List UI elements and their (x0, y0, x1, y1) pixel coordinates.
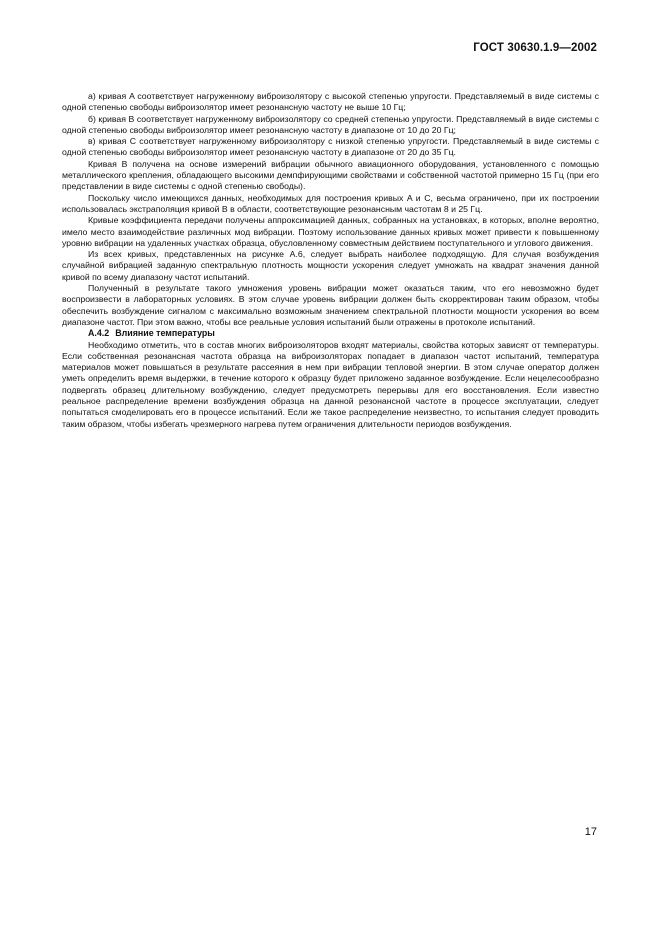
section-number: А.4.2 (88, 328, 110, 339)
paragraph-item-a: а) кривая A соответствует нагруженному виброизолятору с высокой степенью упругости. Представляемый в виде системы с одной степенью свободы виброизолятор имеет резонансную частоту не выше 10 Гц; (62, 91, 599, 113)
paragraph-item-c: в) кривая C соответствует нагруженному виброизолятору с низкой степенью упругости. Представляемый в виде системы с одной степенью свободы виброизолятор имеет резонансную частоту в диапазоне от 20 до 35 Гц. (62, 136, 599, 158)
paragraph-item-b: б) кривая B соответствует нагруженному виброизолятору со средней степенью упругости. Представляемый в виде системы с одной степенью свободы виброизолятор имеет резонансную частоту в диапазоне от 10 до 20 Гц; (62, 113, 599, 135)
paragraph-extrapolation: Поскольку число имеющихся данных, необходимых для построения кривых A и C, весьма ограничено, при их построении использовалась экстраполяция кривой B в области, соответствующие резонансным частотам 8 и 25 Гц. (62, 192, 599, 214)
section-heading (62, 328, 599, 339)
document-body (62, 91, 599, 430)
paragraph-temperature: Необходимо отметить, что в состав многих виброизоляторов входят материалы, свойства которых зависят от температуры. Если собственная резонансная частота образца на виброизоляторах попадает в диапазон частот испытаний, температура материалов может повышаться в результате рассеяния в нем при вибрации тепловой энергии. В этом случае оператор должен уметь определить время выдержки, в течение которого к образцу будет приложено заданное возбуждение. Если нецелесообразно подвергать образец длительному возбуждению, следует предусмотреть перерывы для его восстановления. Если известно реальное распределение времени возбуждения образца на данной резонансной частоте в процессе эксплуатации, следует попытаться смоделировать его в процессе испытаний. Если же такое распределение неизвестно, то испытания следует проводить таким образом, чтобы избегать чрезмерного нагрева путем ограничения длительности периодов возбуждения. (62, 339, 599, 429)
paragraph-transfer-curves: Кривые коэффициента передачи получены аппроксимацией данных, собранных на установках, в которых, вполне вероятно, имело место взаимодействие различных мод вибрации. Поэтому использование данных кривых может привести к повышенному уровню вибрации на удаленных участках образца, обусловленному совместным действием поступательного и углового движения. (62, 215, 599, 248)
section-title: Влияние температуры (115, 328, 215, 339)
document-header: ГОСТ 30630.1.9—2002 (473, 42, 597, 54)
paragraph-choose-curve: Из всех кривых, представленных на рисунке А.6, следует выбрать наиболее подходящую. Для случая возбуждения случайной вибрацией заданную спектральную плотность мощности ускорения следует умножать на квадрат значения данной кривой по всему диапазону частот испытаний. (62, 249, 599, 282)
page-number: 17 (584, 826, 597, 838)
paragraph-curve-b: Кривая B получена на основе измерений вибрации обычного авиационного оборудования, установленного с помощью металлического крепления, обладающего высокими демпфирующими свойствами и собственной частотой примерно 15 Гц (при его представлении в виде системы с одной степенью свободы). (62, 158, 599, 192)
paragraph-vibration-level: Полученный в результате такого умножения уровень вибрации может оказаться таким, что его невозможно будет воспроизвести в лабораторных условиях. В этом случае уровень вибрации должен быть скорректирован таким образом, чтобы обеспечить возбуждение сигналом с максимально возможным значением спектральной плотности мощности ускорения во всем диапазоне частот. При этом важно, чтобы все реальные условия испытаний были отражены в протоколе испытаний. (62, 283, 599, 327)
